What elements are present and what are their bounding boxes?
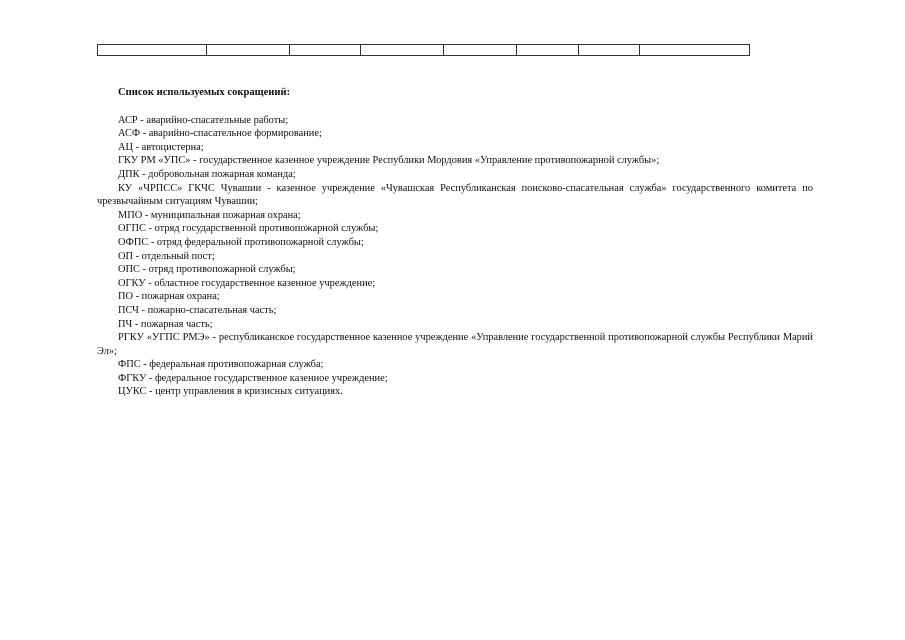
list-item: ОПС - отряд противопожарной службы;	[118, 264, 296, 276]
list-item: ПО - пожарная охрана;	[118, 291, 220, 303]
abbreviations-section	[97, 86, 813, 399]
table-cell	[361, 45, 444, 56]
list-item: РГКУ «УГПС РМЭ» - республиканское государственное казенное учреждение «Управление государственной противопожарной службы Республики Марий Эл»;	[97, 332, 813, 357]
abbreviations-list	[97, 114, 813, 399]
table-cell	[640, 45, 750, 56]
list-item: ОГПС - отряд государственной противопожарной службы;	[118, 223, 379, 235]
list-item: АЦ - автоцистерна;	[118, 141, 204, 153]
list-item: ФГКУ - федеральное государственное казенное учреждение;	[118, 372, 388, 384]
list-item: АСР - аварийно-спасательные работы;	[118, 114, 289, 126]
list-item: ДПК - добровольная пожарная команда;	[118, 168, 296, 180]
table-cell	[207, 45, 290, 56]
list-item: ЦУКС - центр управления в кризисных ситуациях.	[118, 386, 343, 398]
list-item: ПСЧ - пожарно-спасательная часть;	[118, 304, 277, 316]
table-row	[98, 45, 814, 56]
table-cell	[517, 45, 579, 56]
list-item: ГКУ РМ «УПС» - государственное казенное учреждение Республики Мордовия «Управление противопожарной службы»;	[118, 155, 660, 167]
table-cell	[444, 45, 517, 56]
list-item: ПЧ - пожарная часть;	[118, 318, 213, 330]
list-item: ОФПС - отряд федеральной противопожарной службы;	[118, 236, 364, 248]
table-cell	[98, 45, 207, 56]
list-item: ОП - отдельный пост;	[118, 250, 215, 262]
list-item: ОГКУ - областное государственное казенное учреждение;	[118, 277, 376, 289]
list-item: АСФ - аварийно-спасательное формирование;	[118, 128, 322, 140]
table-cell	[579, 45, 640, 56]
top-table-fragment	[97, 44, 814, 56]
list-item: МПО - муниципальная пожарная охрана;	[118, 209, 301, 221]
list-item: ФПС - федеральная противопожарная служба;	[118, 359, 324, 371]
list-item: КУ «ЧРПСС» ГКЧС Чувашии - казенное учреждение «Чувашская Республиканская поисково-спасательная служба» государственного комитета по чрезвычайным ситуациям Чувашии;	[97, 182, 813, 208]
table-cell	[290, 45, 361, 56]
section-heading: Список используемых сокращений:	[118, 87, 291, 98]
